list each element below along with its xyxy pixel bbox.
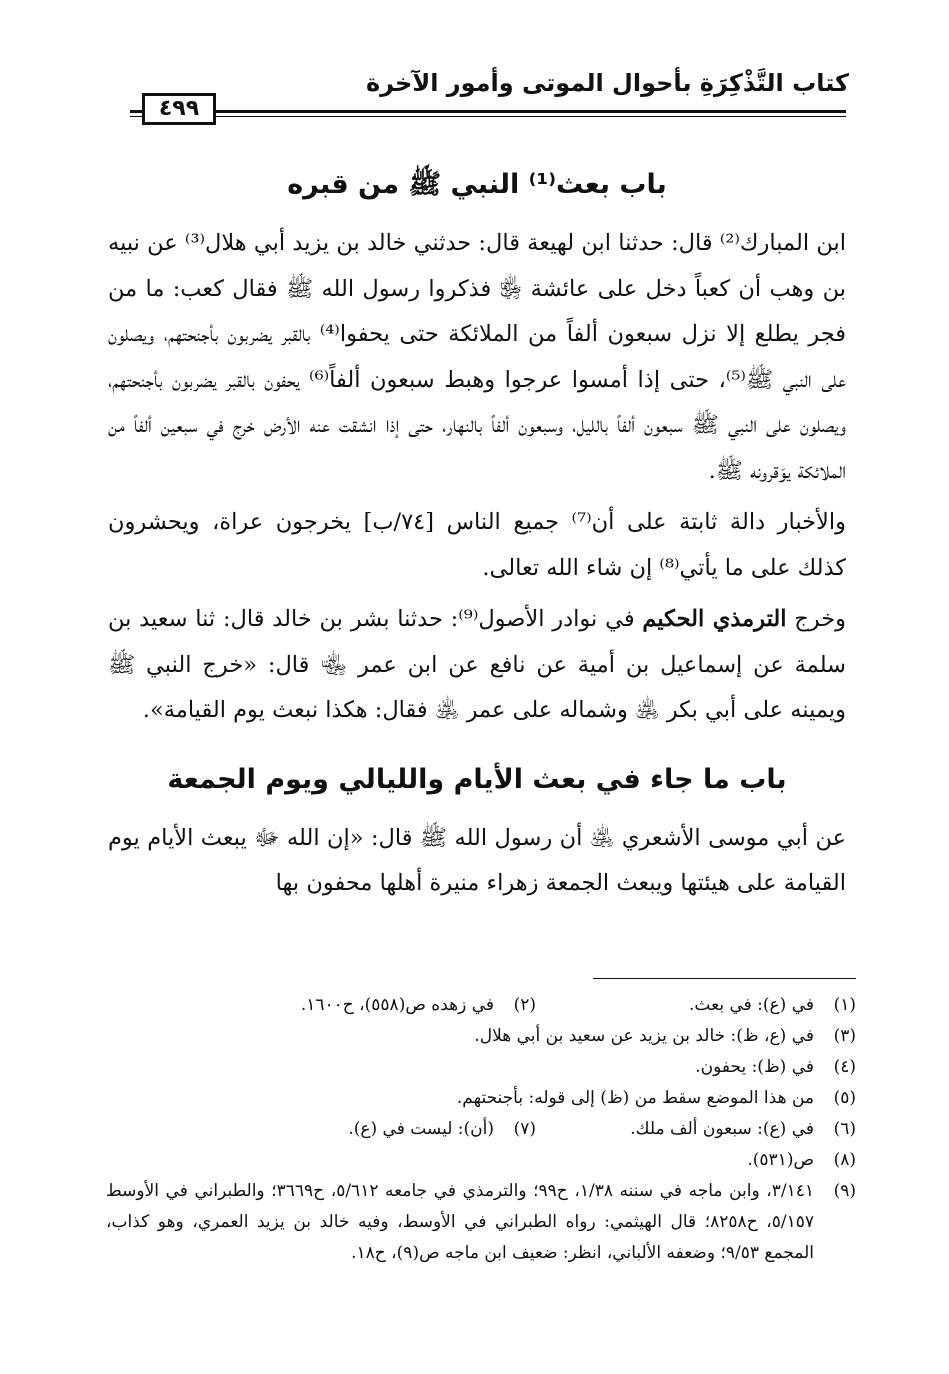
paragraph-text: عن أبي موسى الأشعري ﵁ أن رسول الله ﷺ قال: «إن الله ﷻ يبعث الأيام يوم القيامة على هيئتها ويبعث الجمعة زهراء منيرة أهلها محفون بها <box>108 824 846 896</box>
footnote-4 <box>106 1052 856 1083</box>
running-title: كتاب التَّذْكِرَةِ بأحوال الموتى وأمور الآخرة <box>365 69 849 97</box>
footnote-6 <box>536 1114 856 1145</box>
footnote-number: (٨) <box>833 1150 856 1170</box>
footnotes <box>106 990 856 1269</box>
footnote-8 <box>106 1145 856 1176</box>
footnote-number: (٩) <box>833 1181 856 1201</box>
footnote-row <box>106 1114 856 1145</box>
text-run: وخرج <box>786 606 846 632</box>
footnote-text: في (ع، ظ): خالد بن يزيد عن سعيد بن أبي هلال. <box>474 1026 814 1046</box>
footnote-text: (أن): ليست في (ع). <box>348 1119 494 1139</box>
footnote-text: من هذا الموضع سقط من (ظ) إلى قوله: بأجنحتهم. <box>456 1088 814 1108</box>
footnote-text: في زهده ص(٥٥٨)، ح١٦٠٠. <box>300 995 494 1015</box>
footnote-1 <box>536 990 856 1021</box>
footnote-number: (٥) <box>833 1088 856 1108</box>
footnote-2 <box>106 990 536 1021</box>
footnote-5 <box>106 1083 856 1114</box>
footnote-row <box>106 990 856 1021</box>
footnote-text: في (ع): سبعون ألف ملك. <box>630 1119 814 1139</box>
paragraph-akhbar <box>108 500 846 591</box>
footnote-number: (١) <box>833 995 856 1015</box>
text-run: في نوادر الأصول⁽⁹⁾: حدثنا بشر بن خالد قال: ثنا سعيد بن سلمة عن إسماعيل بن أمية عن نافع عن ابن عمر ﵄ قال: «خرج النبي ﷺ ويمينه على أبي بكر ﵁ وشماله على عمر ﵁ فقال: هكذا نبعث يوم القيامة». <box>108 606 846 723</box>
paragraph-tirmidhi <box>108 597 846 734</box>
footnote-3 <box>106 1021 856 1052</box>
paragraph-ibn-mubarak <box>108 221 846 494</box>
section-heading-prophet-resurrection: باب بعث⁽¹⁾ النبي ﷺ من قبره <box>287 169 667 200</box>
footnote-9 <box>106 1176 856 1269</box>
paragraph-abu-musa <box>108 816 846 907</box>
footnote-number: (٦) <box>833 1119 856 1139</box>
header-rule <box>130 108 846 120</box>
header-rule-thin <box>130 116 846 117</box>
footnote-separator <box>593 978 856 979</box>
footnote-number: (٣) <box>833 1026 856 1046</box>
author-name-bold: الترمذي الحكيم <box>642 606 787 632</box>
main-text <box>108 155 846 913</box>
footnote-text: ٣/١٤١، وابن ماجه في سننه ١/٣٨، ح٩٩؛ والترمذي في جامعه ٥/٦١٢، ح٣٦٦٩؛ والطبراني في الأوسط ٥/١٥٧، ح٨٢٥٨؛ قال الهيثمي: رواه الطبراني في الأوسط، وفيه خالد بن يزيد العمري، وهو كذاب، المجمع ٩/٥٣؛ وضعفه الألباني، انظر: ضعيف ابن ماجه ص(٩)، ح١٨. <box>106 1181 815 1263</box>
footnote-7 <box>106 1114 536 1145</box>
footnote-text: في (ع): في بعث. <box>689 995 814 1015</box>
paragraph-text: ابن المبارك⁽²⁾ قال: حدثنا ابن لهيعة قال: حدثني خالد بن يزيد أبي هلال⁽³⁾ عن نبيه بن وهب أن كعباً دخل على عائشة ﵂ فذكروا رسول الله ﷺ فقال كعب: ما من فجر يطلع إلا نزل سبعون ألفاً من الملائكة حتى يحفوا⁽⁴⁾ بالقبر يضربون بأجنحتهم، ويصلون على النبي ﷺ⁽⁵⁾، حتى إذا أمسوا عرجوا وهبط سبعون ألفاً⁽⁶⁾ يحفون بالقبر يضربون بأجنحتهم، ويصلون على النبي ﷺ سبعون ألفاً بالليل، وسبعون ألفاً بالنهار، حتى إذا انشقت عنه الأرض خرج في سبعين ألفاً من الملائكة يوَقرونه ﷺ. <box>108 230 846 484</box>
paragraph-text <box>108 597 846 734</box>
paragraph-text: والأخبار دالة ثابتة على أن⁽⁷⁾ جميع الناس [٧٤/ب] يخرجون عراة، ويحشرون كذلك على ما يأتي⁽⁸⁾ إن شاء الله تعالى. <box>108 509 847 581</box>
footnote-number: (٧) <box>513 1119 536 1139</box>
footnote-number: (٢) <box>513 995 536 1015</box>
page-number: ٤٩٩ <box>142 93 216 125</box>
footnote-number: (٤) <box>833 1057 856 1077</box>
header-rule-thick <box>130 110 846 113</box>
footnote-text: في (ظ): يحفون. <box>695 1057 814 1077</box>
footnote-text: ص(٥٣١). <box>747 1150 814 1170</box>
section-heading-days-resurrection: باب ما جاء في بعث الأيام والليالي ويوم الجمعة <box>167 763 787 795</box>
